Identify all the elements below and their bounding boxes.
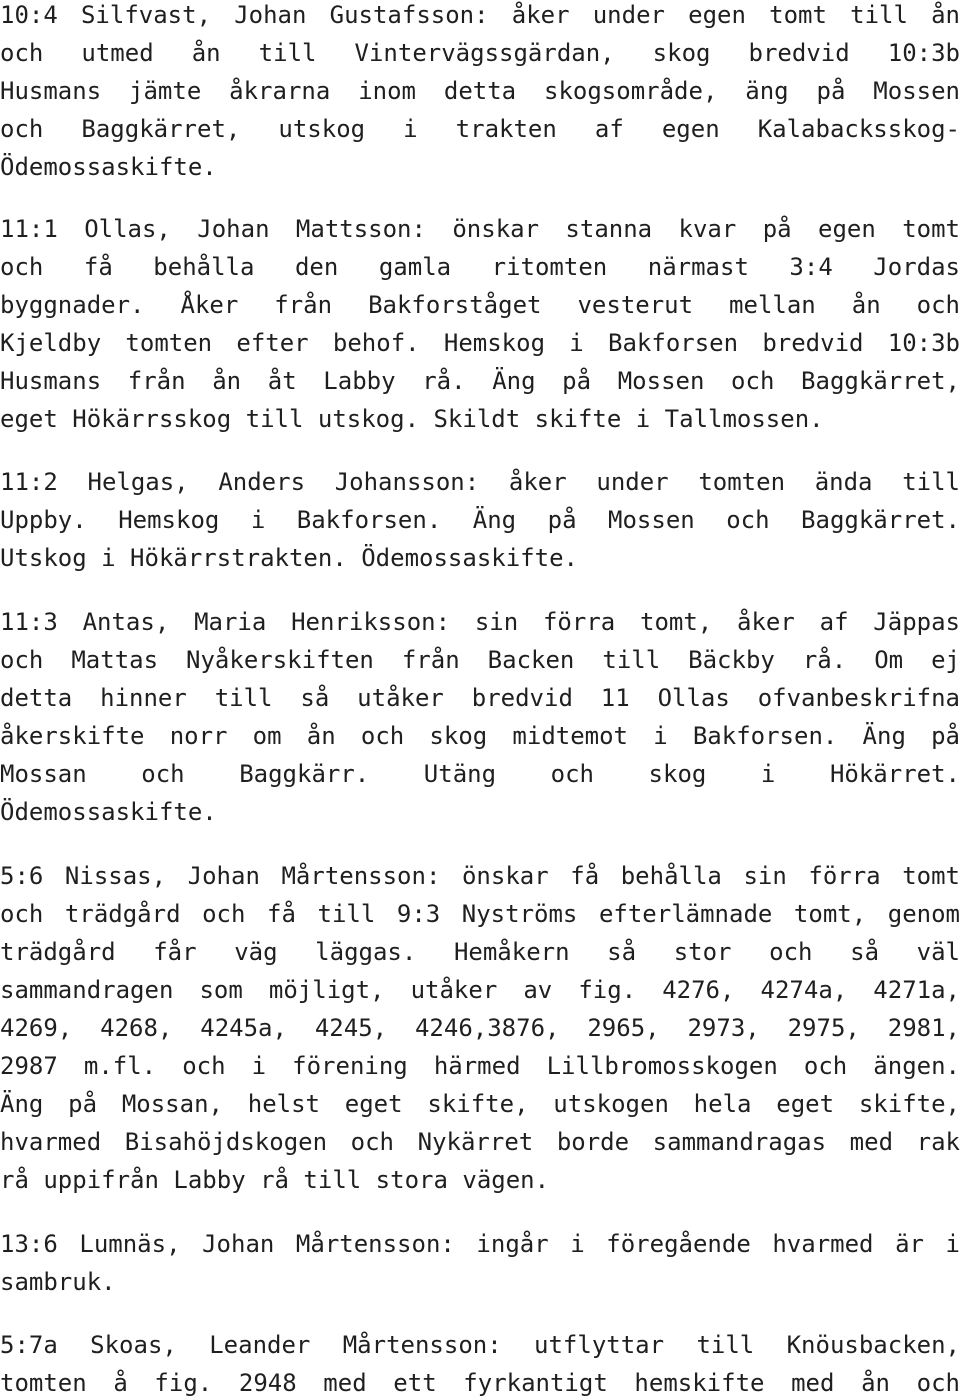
text-line: hvarmed Bisahöjdskogen och Nykärret borde sammandragas med rak: [0, 1128, 960, 1156]
text-line: sambruk.: [0, 1268, 116, 1296]
paragraph-11-1-ollas: [0, 210, 960, 438]
text-line: 11:1 Ollas, Johan Mattsson: önskar stanna kvar på egen tomt: [0, 215, 960, 243]
text-line: och Baggkärret, utskog i trakten af egen Kalabacksskog-: [0, 115, 960, 143]
text-line: 5:7a Skoas, Leander Mårtensson: utflyttar till Knöusbacken,: [0, 1331, 960, 1359]
text-line: och trädgård och få till 9:3 Nyströms efterlämnade tomt, genom: [0, 900, 960, 928]
text-line: 11:2 Helgas, Anders Johansson: åker under tomten ända till: [0, 468, 960, 496]
paragraph-5-7a-skoas: [0, 1326, 960, 1400]
paragraph-13-6-lumnas: [0, 1225, 960, 1301]
text-line: tomten å fig. 2948 med ett fyrkantigt hemskifte med ån och: [0, 1369, 960, 1397]
paragraph-11-3-antas: [0, 603, 960, 831]
text-line: Mossan och Baggkärr. Utäng och skog i Hökärret.: [0, 760, 960, 788]
text-line: och Mattas Nyåkerskiften från Backen till Bäckby rå. Om ej: [0, 646, 960, 674]
text-line: Husmans från ån åt Labby rå. Äng på Mossen och Baggkärret,: [0, 367, 960, 395]
paragraph-5-6-nissas: [0, 857, 960, 1199]
text-line: Kjeldby tomten efter behof. Hemskog i Bakforsen bredvid 10:3b: [0, 329, 960, 357]
text-line: trädgård får väg läggas. Hemåkern så stor och så väl: [0, 938, 960, 966]
text-line: och utmed ån till Vintervägssgärdan, skog bredvid 10:3b: [0, 39, 960, 67]
text-line: rå uppifrån Labby rå till stora vägen.: [0, 1166, 550, 1194]
paragraph-11-2-helgas: [0, 463, 960, 577]
text-line: och få behålla den gamla ritomten närmast 3:4 Jordas: [0, 253, 960, 281]
text-line: Ödemossaskifte.: [0, 798, 217, 826]
text-line: 4269, 4268, 4245a, 4245, 4246,3876, 2965, 2973, 2975, 2981,: [0, 1014, 960, 1042]
text-line: Äng på Mossan, helst eget skifte, utskogen hela eget skifte,: [0, 1090, 960, 1118]
text-line: Utskog i Hökärrstrakten. Ödemossaskifte.: [0, 544, 578, 572]
text-line: detta hinner till så utåker bredvid 11 Ollas ofvanbeskrifna: [0, 684, 960, 712]
text-line: 5:6 Nissas, Johan Mårtensson: önskar få behålla sin förra tomt: [0, 862, 960, 890]
text-line: Ödemossaskifte.: [0, 153, 217, 181]
text-line: 10:4 Silfvast, Johan Gustafsson: åker under egen tomt till ån: [0, 1, 960, 29]
text-line: Husmans jämte åkrarna inom detta skogsområde, äng på Mossen: [0, 77, 960, 105]
text-line: eget Hökärrsskog till utskog. Skildt skifte i Tallmossen.: [0, 405, 824, 433]
text-line: sammandragen som möjligt, utåker av fig. 4276, 4274a, 4271a,: [0, 976, 960, 1004]
text-line: byggnader. Åker från Bakforståget vesterut mellan ån och: [0, 291, 960, 319]
text-line: åkerskifte norr om ån och skog midtemot i Bakforsen. Äng på: [0, 722, 960, 750]
paragraph-10-4-silfvast: [0, 0, 960, 186]
text-line: 13:6 Lumnäs, Johan Mårtensson: ingår i föregående hvarmed är i: [0, 1230, 960, 1258]
text-line: Uppby. Hemskog i Bakforsen. Äng på Mossen och Baggkärret.: [0, 506, 960, 534]
text-line: 11:3 Antas, Maria Henriksson: sin förra tomt, åker af Jäppas: [0, 608, 960, 636]
text-line: 2987 m.fl. och i förening härmed Lillbromosskogen och ängen.: [0, 1052, 960, 1080]
